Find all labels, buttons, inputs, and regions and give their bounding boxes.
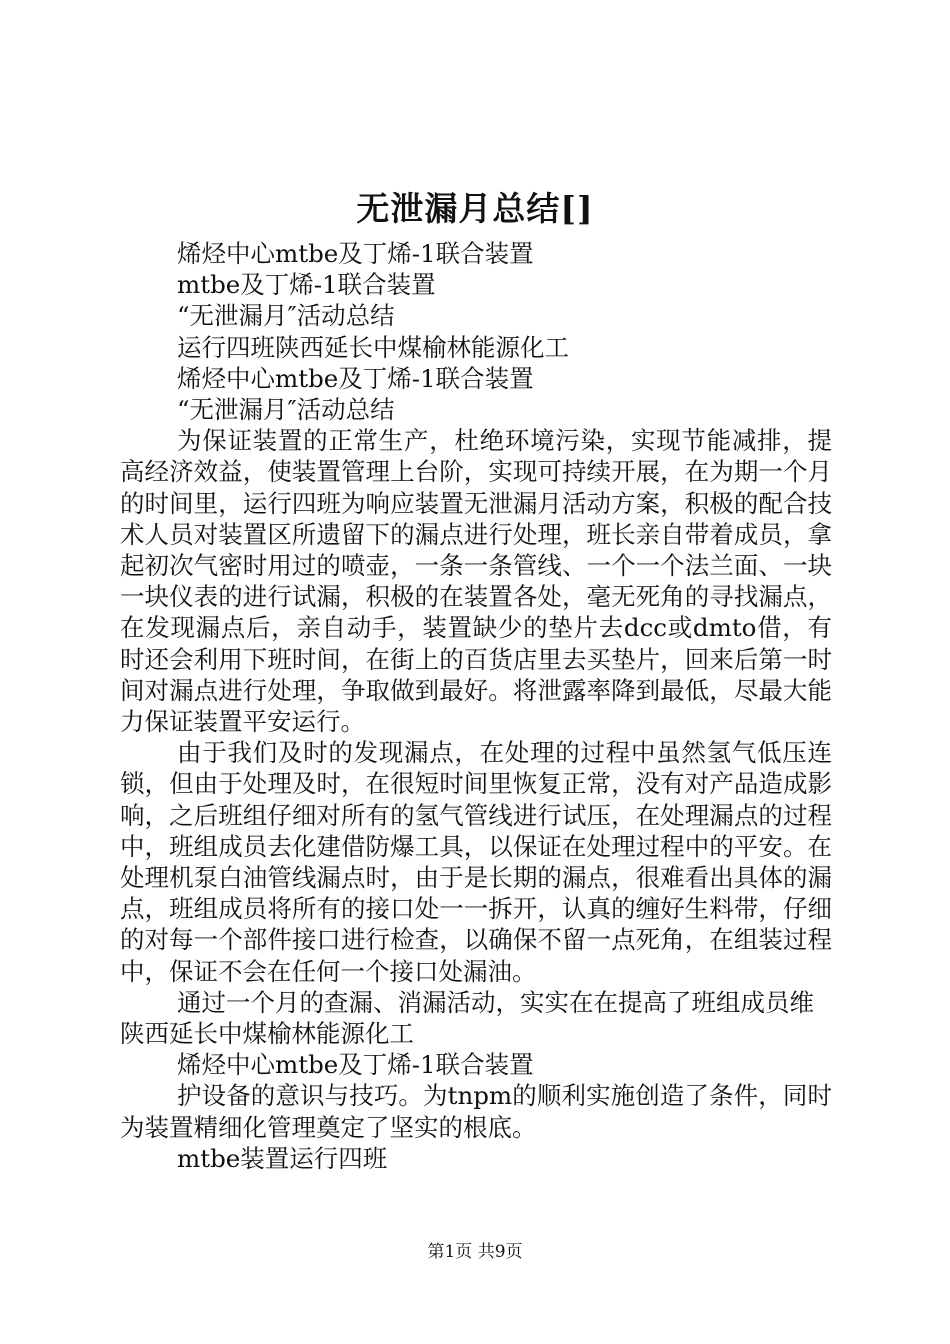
- header-line: mtbe及丁烯-1联合装置: [177, 270, 436, 300]
- header-line: “无泄漏月″活动总结: [177, 395, 395, 425]
- header-line: 烯烃中心mtbe及丁烯-1联合装置: [177, 239, 534, 268]
- header-line: 烯烃中心mtbe及丁烯-1联合装置: [177, 363, 534, 393]
- document-title: 无泄漏月总结[]: [356, 189, 594, 228]
- document-body: [120, 238, 832, 1174]
- body-paragraph: 由于我们及时的发现漏点，在处理的过程中虽然氢气低压连锁，但由于处理及时，在很短时间里恢复正常，没有对产品造成影响，之后班组仔细对所有的氢气管线进行试压，在处理漏点的过程中，班组成员去化建借防爆工具，以保证在处理过程中的平安。在处理机泵白油管线漏点时，由于是长期的漏点，很难看出具体的漏点，班组成员将所有的接口处一一拆开，认真的缠好生料带，仔细的对每一个部件接口进行检查，以确保不留一点死角，在组装过程中，保证不会在任何一个接口处漏油。: [120, 738, 832, 986]
- header-line: 运行四班陕西延长中煤榆林能源化工: [177, 332, 569, 362]
- continuation-paragraph: 护设备的意识与技巧。为tnpm的顺利实施创造了条件，同时为装置精细化管理奠定了坚实的根底。: [120, 1081, 832, 1142]
- signature-line: mtbe装置运行四班: [177, 1143, 388, 1173]
- page-break-subheader: 烯烃中心mtbe及丁烯-1联合装置: [177, 1050, 534, 1080]
- page-number-footer: 第1页 共9页: [427, 1242, 523, 1262]
- body-paragraph: 为保证装置的正常生产，杜绝环境污染，实现节能减排，提高经济效益，使装置管理上台阶，实现可持续开展，在为期一个月的时间里，运行四班为响应装置无泄漏月活动方案，积极的配合技术人员对装置区所遗留下的漏点进行处理，班长亲自带着成员，拿起初次气密时用过的喷壶，一条一条管线、一个一个法兰面、一块一块仪表的进行试漏，积极的在装置各处，毫无死角的寻找漏点，在发现漏点后，亲自动手，装置缺少的垫片去dcc或dmto借，有时还会利用下班时间，在街上的百货店里去买垫片，回来后第一时间对漏点进行处理，争取做到最好。将泄露率降到最低，尽最大能力保证装置平安运行。: [120, 426, 832, 737]
- page-break-header: 陕西延长中煤榆林能源化工: [120, 1019, 414, 1049]
- body-paragraph: 通过一个月的查漏、消漏活动，实实在在提高了班组成员维: [177, 987, 814, 1017]
- header-line: “无泄漏月″活动总结: [177, 301, 395, 331]
